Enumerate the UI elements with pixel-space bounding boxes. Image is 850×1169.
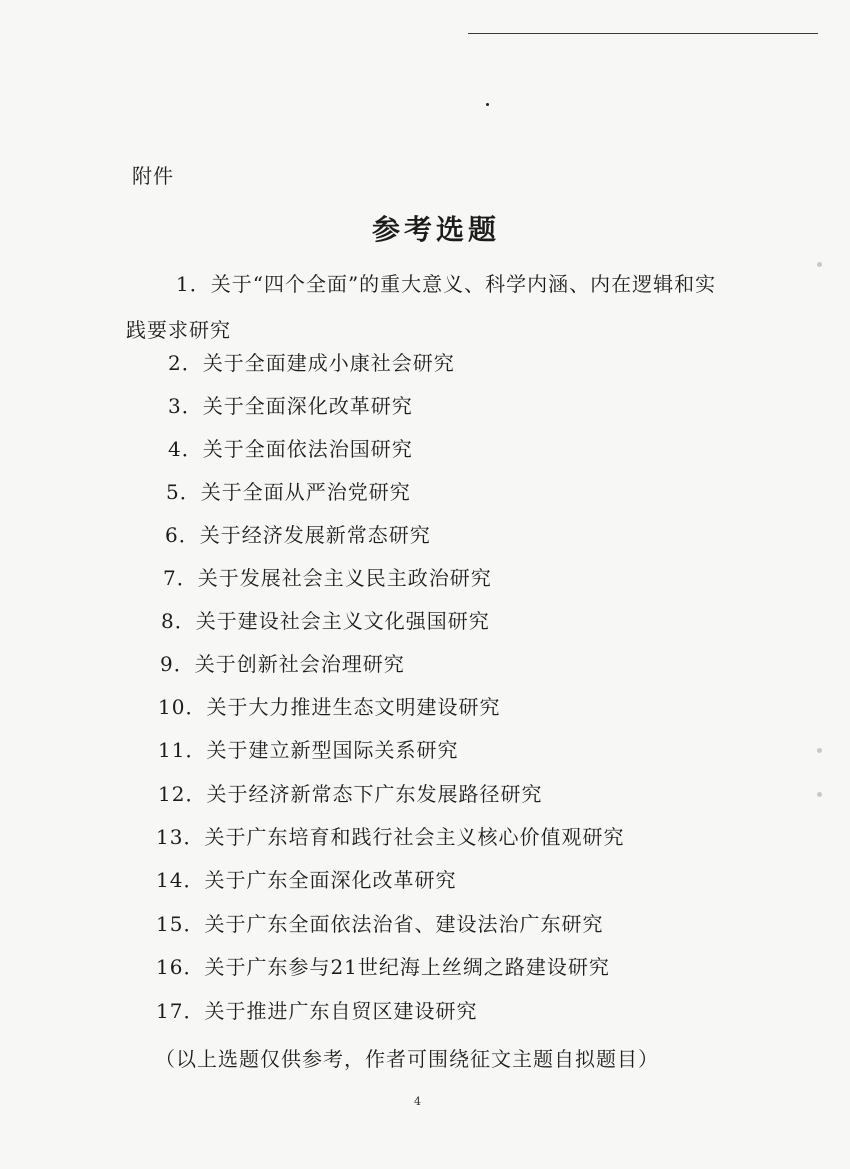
topic-item: 4．关于全面依法治国研究	[168, 437, 413, 461]
topic-item: 15．关于广东全面依法治省、建设法治广东研究	[156, 912, 604, 936]
topic-item: 9．关于创新社会治理研究	[160, 652, 405, 676]
topic-item: 11．关于建立新型国际关系研究	[158, 738, 459, 762]
topic-item: 8．关于建设社会主义文化强国研究	[161, 609, 490, 633]
binding-hole	[817, 792, 822, 797]
footnote: （以上选题仅供参考，作者可围绕征文主题自拟题目）	[155, 1047, 659, 1071]
topic-item: 17．关于推进广东自贸区建设研究	[156, 999, 478, 1023]
topic-item: 5．关于全面从严治党研究	[166, 480, 411, 504]
page-number: 4	[414, 1095, 421, 1108]
topic-item: 14．关于广东全面深化改革研究	[156, 868, 457, 892]
topic-item: 7．关于发展社会主义民主政治研究	[163, 566, 492, 590]
binding-hole	[817, 262, 822, 267]
topic-item: 1．关于“四个全面”的重大意义、科学内涵、内在逻辑和实践要求研究	[126, 272, 717, 342]
topic-item: 3．关于全面深化改革研究	[168, 394, 413, 418]
topic-item: 2．关于全面建成小康社会研究	[168, 351, 455, 375]
topic-item: 6．关于经济发展新常态研究	[165, 523, 431, 547]
attachment-label: 附件	[132, 164, 174, 188]
binding-hole	[817, 748, 822, 753]
topic-item: 13．关于广东培育和践行社会主义核心价值观研究	[156, 825, 625, 849]
topic-item: 12．关于经济新常态下广东发展路径研究	[158, 782, 543, 806]
topic-item: 16．关于广东参与21世纪海上丝绸之路建设研究	[156, 955, 610, 979]
topic-item: 10．关于大力推进生态文明建设研究	[158, 695, 501, 719]
document-title: 参考选题	[372, 213, 501, 246]
